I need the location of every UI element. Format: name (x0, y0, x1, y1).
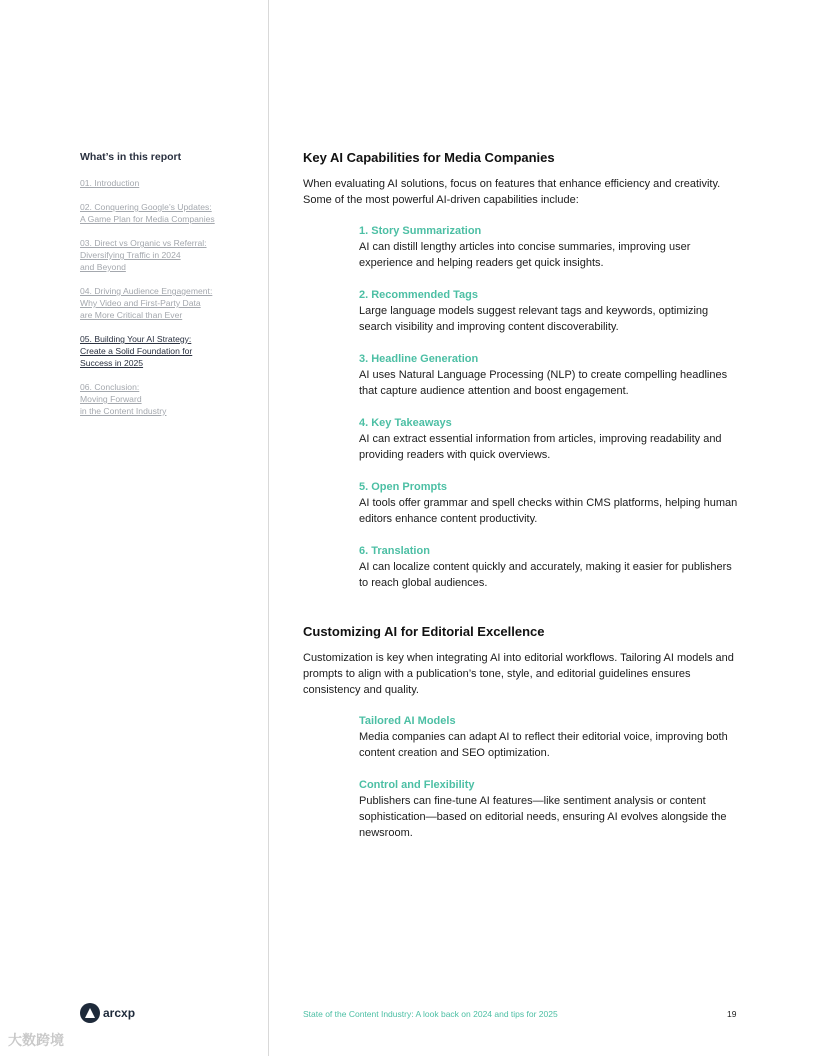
capability-description: AI can localize content quickly and accurately, making it easier for publishers to reach global audiences. (359, 561, 732, 589)
toc-item-audience-engagement[interactable]: 04. Driving Audience Engagement: Why Video and First-Party Data are More Critical than Ever (80, 286, 213, 320)
list-item (359, 415, 743, 463)
section-editorial-customization (303, 624, 743, 841)
customization-title: Tailored AI Models (359, 715, 456, 727)
list-item (359, 777, 743, 841)
toc-item-introduction[interactable]: 01. Introduction (80, 178, 140, 188)
list-item (359, 223, 743, 271)
section-intro: Customization is key when integrating AI into editorial workflows. Tailoring AI models and prompts to align with a publication’s tone, style, and editorial guidelines ensures consistency and quality. (303, 652, 734, 696)
capability-title: 2. Recommended Tags (359, 289, 478, 301)
toc-item-google-updates[interactable]: 02. Conquering Google’s Updates: A Game Plan for Media Companies (80, 202, 215, 224)
capability-description: AI can distill lengthy articles into concise summaries, improving user experience and helping readers get quick insights. (359, 241, 691, 269)
toc-item-traffic[interactable]: 03. Direct vs Organic vs Referral: Diversifying Traffic in 2024 and Beyond (80, 238, 207, 272)
toc-item-conclusion[interactable]: 06. Conclusion: Moving Forward in the Content Industry (80, 382, 167, 416)
capability-description: AI can extract essential information from articles, improving readability and providing readers with quick overviews. (359, 433, 722, 461)
capability-title: 6. Translation (359, 545, 430, 557)
capability-title: 3. Headline Generation (359, 353, 479, 365)
watermark: 大数跨境 (8, 1032, 64, 1048)
section-intro: When evaluating AI solutions, focus on features that enhance efficiency and creativity. Some of the most powerful AI-driven capabilities include: (303, 178, 721, 206)
list-item (359, 287, 743, 335)
capability-title: 1. Story Summarization (359, 225, 482, 237)
section-key-ai-capabilities (303, 150, 743, 591)
customization-description: Publishers can fine-tune AI features—like sentiment analysis or content sophistication—based on editorial needs, ensuring AI evolves alongside the newsroom. (359, 795, 727, 839)
footer-report-title: State of the Content Industry: A look back on 2024 and tips for 2025 (303, 1009, 558, 1019)
arcxp-logo (80, 1003, 135, 1023)
section-heading: Customizing AI for Editorial Excellence (303, 624, 545, 639)
report-table-of-contents (80, 151, 250, 429)
column-divider (268, 0, 269, 1056)
list-item (359, 351, 743, 399)
capability-description: Large language models suggest relevant tags and keywords, optimizing search visibility and improving content discoverability. (359, 305, 709, 333)
section-heading: Key AI Capabilities for Media Companies (303, 150, 555, 165)
list-item (359, 479, 743, 527)
customization-list (359, 713, 743, 841)
list-item (359, 713, 743, 761)
logo-wordmark: arcxp (103, 1006, 136, 1020)
list-item (359, 543, 743, 591)
toc-title: What’s in this report (80, 151, 182, 163)
page-number: 19 (727, 1009, 737, 1019)
capability-title: 5. Open Prompts (359, 481, 448, 493)
main-content (303, 150, 743, 857)
customization-title: Control and Flexibility (359, 779, 475, 791)
capability-description: AI tools offer grammar and spell checks within CMS platforms, helping human editors enhance content productivity. (359, 497, 738, 525)
capability-description: AI uses Natural Language Processing (NLP) to create compelling headlines that capture audience attention and boost engagement. (359, 369, 728, 397)
arcxp-logo-icon (80, 1003, 100, 1023)
capability-title: 4. Key Takeaways (359, 417, 452, 429)
toc-item-ai-strategy[interactable]: 05. Building Your AI Strategy: Create a Solid Foundation for Success in 2025 (80, 334, 193, 368)
customization-description: Media companies can adapt AI to reflect their editorial voice, improving both content creation and SEO optimization. (359, 731, 728, 759)
capability-list (359, 223, 743, 591)
